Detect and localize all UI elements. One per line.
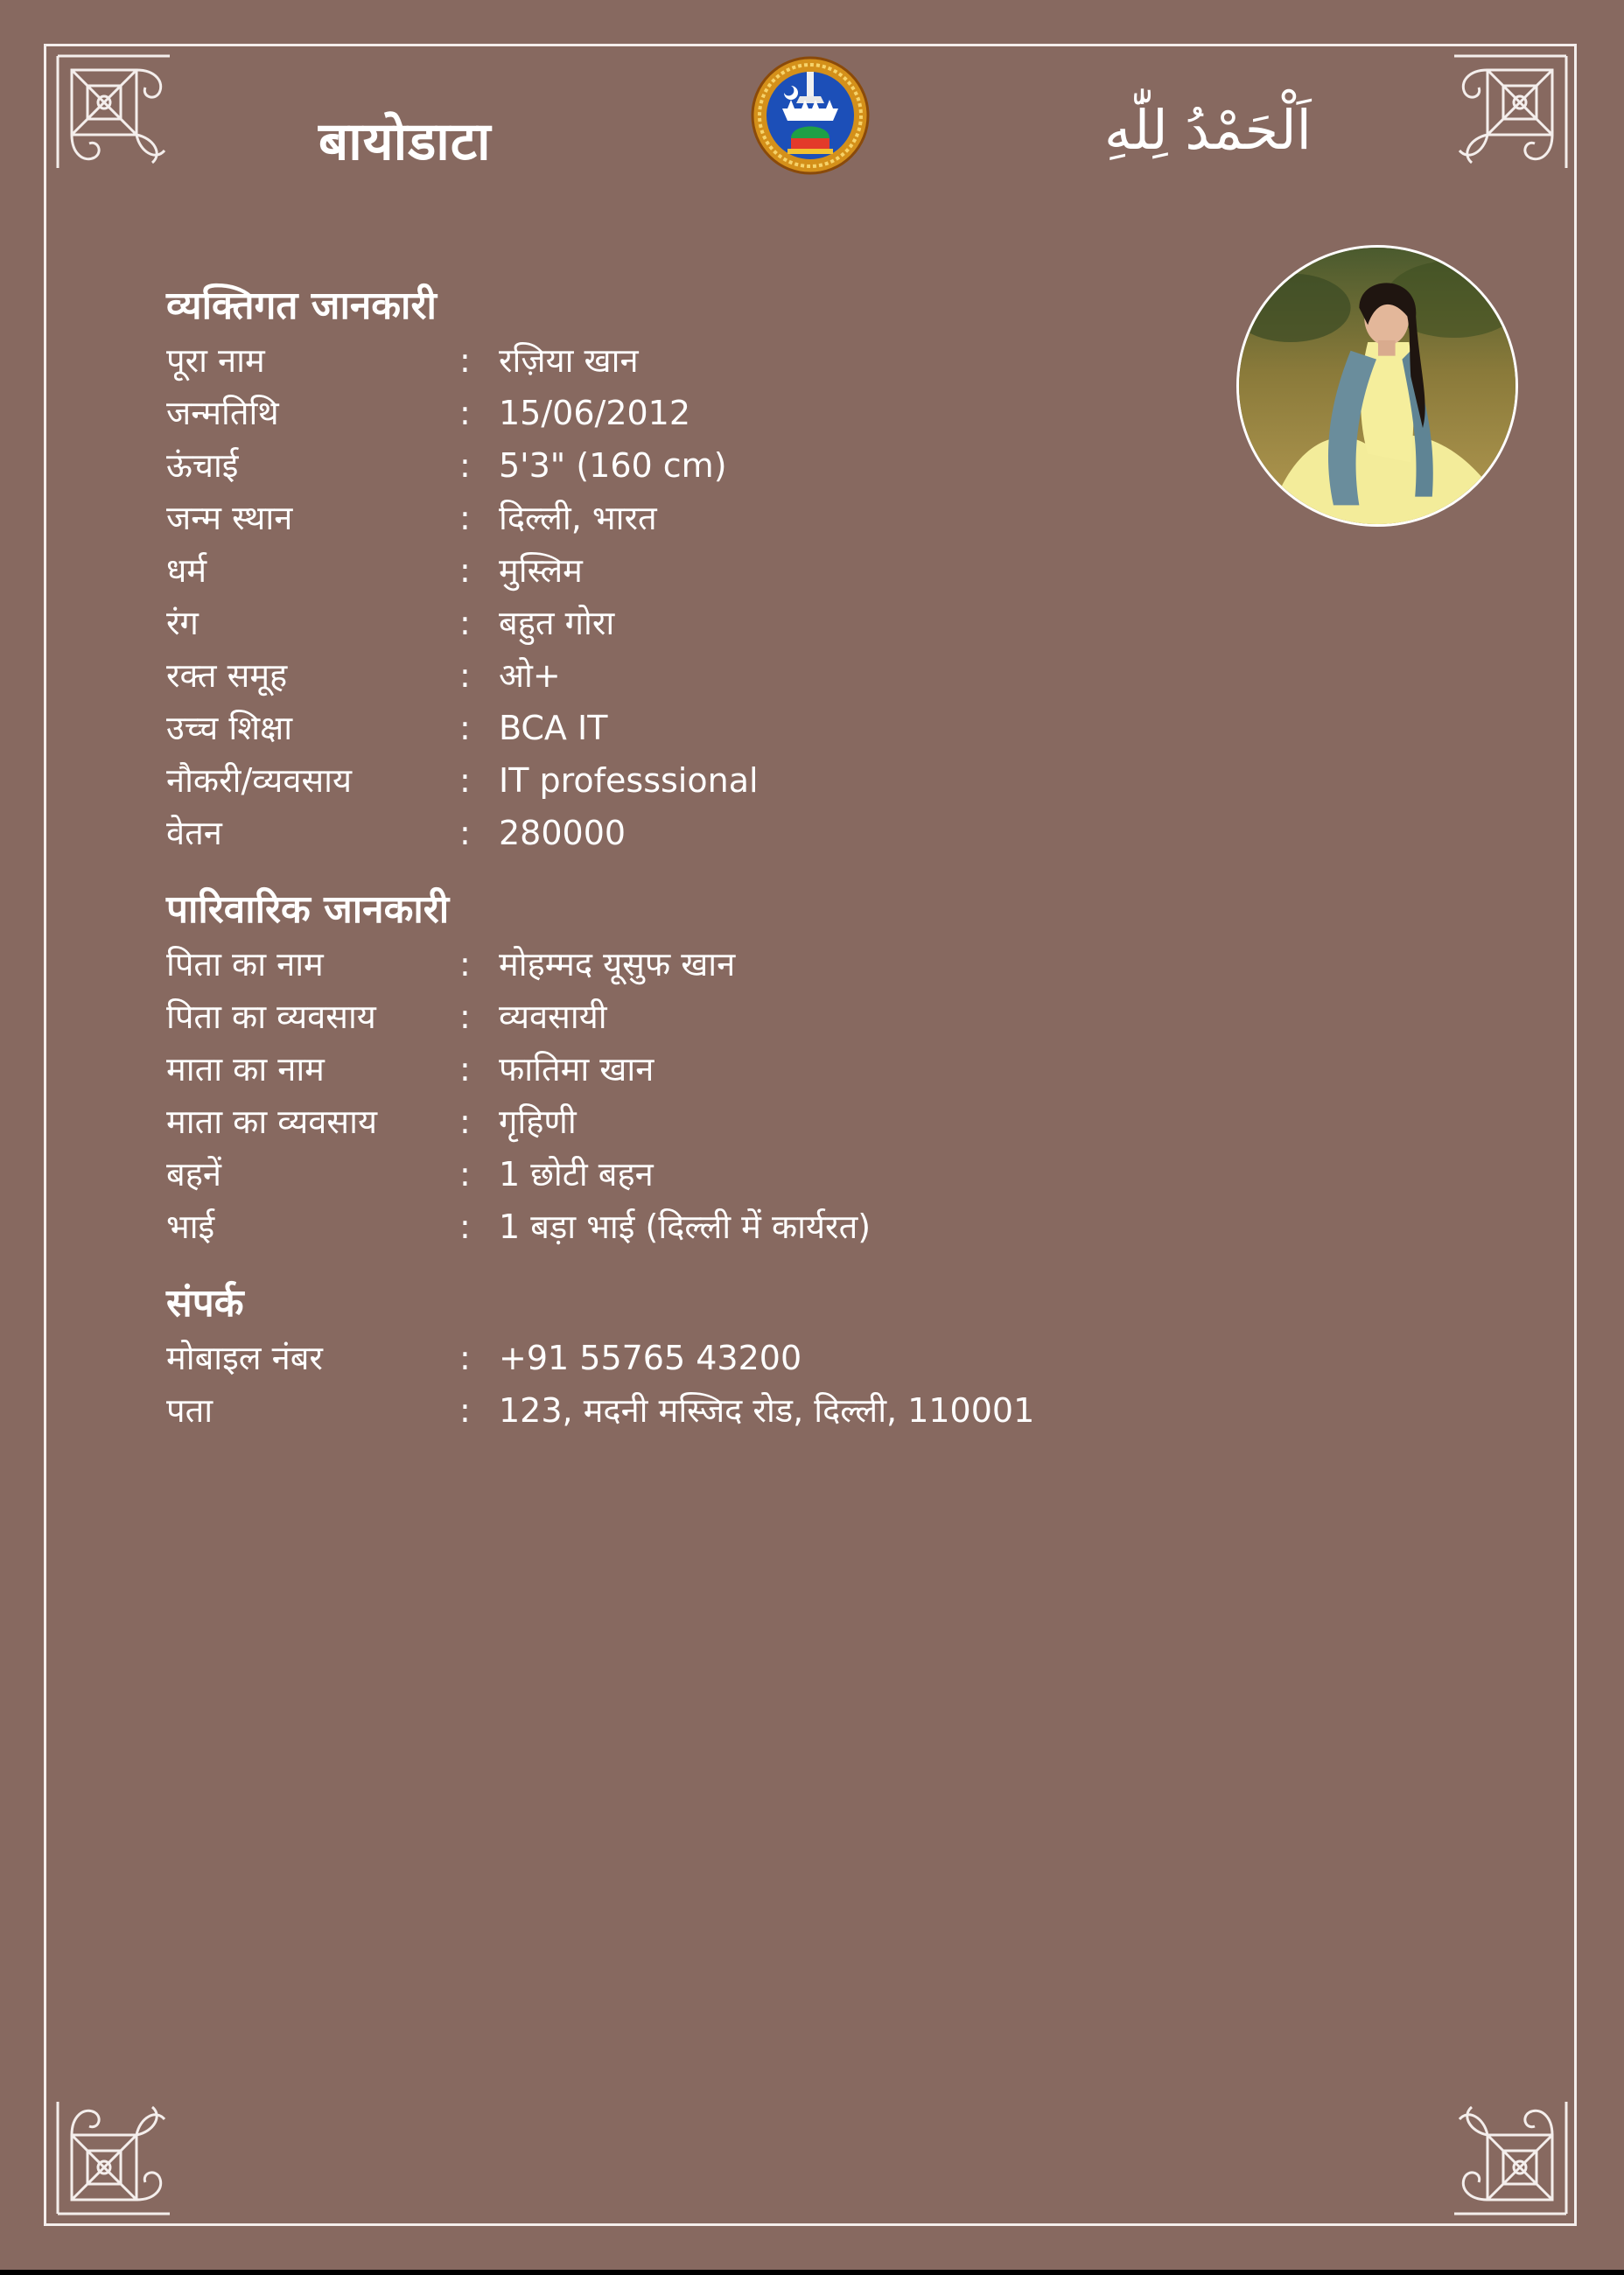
row-separator: : (459, 998, 471, 1036)
row-value: 15/06/2012 (499, 394, 691, 432)
profile-photo (1236, 245, 1518, 527)
info-row (166, 597, 1216, 649)
info-row (166, 1200, 1216, 1253)
row-value: व्यवसायी (499, 998, 607, 1036)
row-label: धर्म (166, 551, 207, 590)
row-separator: : (459, 1339, 471, 1377)
row-label: भाई (166, 1208, 215, 1246)
row-value: बहुत गोरा (499, 604, 615, 642)
info-row (166, 544, 1216, 597)
row-separator: : (459, 1050, 471, 1088)
info-row (166, 702, 1216, 754)
page-title: बायोडाटा (318, 111, 492, 172)
row-value: मोहम्मद यूसुफ खान (499, 945, 736, 984)
row-value: 5'3" (160 cm) (499, 446, 727, 485)
row-separator: : (459, 945, 471, 984)
info-row (166, 1096, 1216, 1148)
info-row (166, 807, 1216, 859)
biodata-content (166, 280, 1216, 1461)
row-label: माता का नाम (166, 1050, 325, 1088)
row-label: नौकरी/व्यवसाय (166, 761, 353, 800)
corner-ornament-icon (1449, 51, 1572, 173)
row-value: 123, मदनी मस्जिद रोड, दिल्ली, 110001 (499, 1391, 1035, 1430)
row-label: पिता का व्यवसाय (166, 998, 376, 1036)
row-separator: : (459, 1208, 471, 1246)
bismillah-arabic-text: اَلْحَمْدُ لِلّٰهِ (1104, 98, 1312, 162)
row-value: दिल्ली, भारत (499, 499, 657, 537)
corner-ornament-icon (52, 2096, 175, 2219)
row-value: गृहिणी (499, 1102, 577, 1141)
row-separator: : (459, 1155, 471, 1194)
row-label: जन्म स्थान (166, 499, 293, 537)
row-value: मुस्लिम (499, 551, 583, 590)
row-separator: : (459, 551, 471, 590)
row-label: वेतन (166, 814, 222, 852)
info-row (166, 334, 1216, 387)
row-separator: : (459, 446, 471, 485)
row-separator: : (459, 656, 471, 695)
row-separator: : (459, 604, 471, 642)
row-label: बहनें (166, 1155, 221, 1194)
row-value: BCA IT (499, 709, 608, 747)
row-label: पता (166, 1391, 214, 1430)
family-info-section (166, 884, 1216, 1253)
row-label: रक्त समूह (166, 656, 288, 695)
row-label: रंग (166, 604, 199, 642)
info-row (166, 1148, 1216, 1200)
info-row (166, 439, 1216, 492)
row-separator: : (459, 814, 471, 852)
info-row (166, 649, 1216, 702)
info-row (166, 1384, 1216, 1437)
info-row (166, 387, 1216, 439)
row-value: IT professsional (499, 761, 759, 800)
row-label: ऊंचाई (166, 446, 239, 485)
personal-info-section (166, 280, 1216, 859)
row-separator: : (459, 341, 471, 380)
info-row (166, 938, 1216, 990)
corner-ornament-icon (1449, 2096, 1572, 2219)
corner-ornament-icon (52, 51, 175, 173)
row-value: ओ+ (499, 656, 561, 695)
row-label: पिता का नाम (166, 945, 324, 984)
section-title: संपर्क (166, 1281, 244, 1326)
row-separator: : (459, 394, 471, 432)
row-value: 1 छोटी बहन (499, 1155, 654, 1194)
row-separator: : (459, 1391, 471, 1430)
section-title: पारिवारिक जानकारी (166, 887, 450, 932)
row-label: पूरा नाम (166, 341, 265, 380)
row-value: 1 बड़ा भाई (दिल्ली में कार्यरत) (499, 1208, 872, 1246)
info-row (166, 492, 1216, 544)
row-value: फातिमा खान (499, 1050, 654, 1088)
section-title: व्यक्तिगत जानकारी (166, 284, 437, 328)
row-label: जन्मतिथि (166, 394, 279, 432)
row-separator: : (459, 499, 471, 537)
row-label: माता का व्यवसाय (166, 1102, 377, 1141)
info-row (166, 1043, 1216, 1096)
row-value: +91 55765 43200 (499, 1339, 802, 1377)
row-label: मोबाइल नंबर (166, 1339, 323, 1377)
row-value: 280000 (499, 814, 626, 852)
row-separator: : (459, 1102, 471, 1141)
row-value: रज़िया खान (499, 341, 639, 380)
row-label: उच्च शिक्षा (166, 709, 293, 747)
info-row (166, 990, 1216, 1043)
contact-section (166, 1278, 1216, 1437)
info-row (166, 1332, 1216, 1384)
info-row (166, 754, 1216, 807)
row-separator: : (459, 709, 471, 747)
row-separator: : (459, 761, 471, 800)
mosque-dome-emblem-icon (749, 54, 872, 177)
